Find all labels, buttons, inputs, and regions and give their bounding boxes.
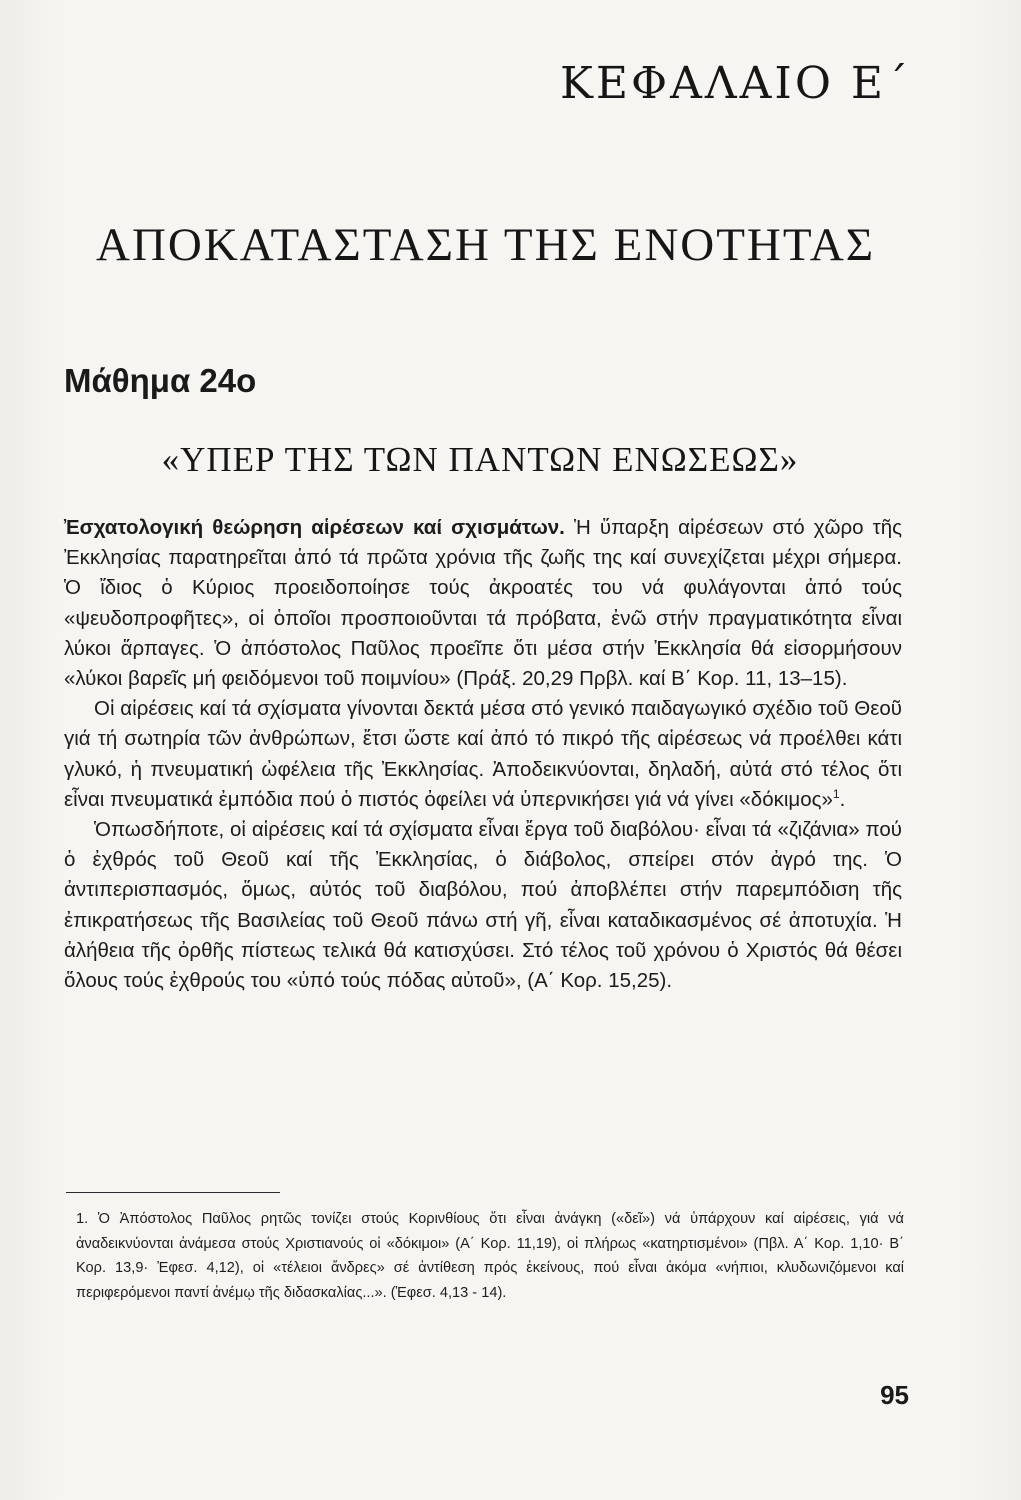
footnote: 1. Ὁ Ἀπόστολος Παῦλος ρητῶς τονίζει στούς Κορινθίους ὅτι εἶναι ἀνάγκη («δεῖ») νά ὑπάρχουν καί αἱρέσεις, γιά νά ἀναδεικνύονται ἀνάμεσα στούς Χριστιανούς οἱ «δόκιμοι» (Α΄ Κορ. 11,19), οἱ πλήρως «κατηρτισμένοι» (Πβλ. Α΄ Κορ. 1,10· Β΄ Κορ. 13,9· Ἐφεσ. 4,12), οἱ «τέλειοι ἄνδρες» σέ ἀντίθεση πρός ἐκείνους, πού εἶναι ἀκόμα «νήπιοι, κλυδωνιζόμενοι καί περιφερόμενοι παντί ἀνέμῳ τῆς διδασκαλίας...». (Ἐφεσ. 4,13 - 14). [76, 1211, 904, 1301]
paragraph-3-text: Ὁπωσδήποτε, οἱ αἱρέσεις καί τά σχίσματα εἶναι ἔργα τοῦ διαβόλου· εἶναι τά «ζιζάνια» πού ὁ ἐχθρός τοῦ Θεοῦ καί τῆς Ἐκκλησίας, ὁ διάβολος, σπείρει στόν ἀγρό της. Ὁ ἀντιπερισπασμός, ὅμως, αὐτός τοῦ διαβόλου, πού ἀποβλέπει στήν παρεμπόδιση τῆς ἐπικρατήσεως τῆς Βασιλείας τοῦ Θεοῦ πάνω στή γῆ, εἶναι καταδικασμένος σέ ἀποτυχία. Ἡ ἀλήθεια τῆς ὀρθῆς πίστεως τελικά θά κατισχύσει. Στό τέλος τοῦ χρόνου ὁ Χριστός θά θέσει ὅλους τούς ἐχθρούς του «ὑπό τούς πόδας αὐτοῦ», (Α΄ Κορ. 15,25). [64, 818, 902, 993]
paragraph-1-text: Ἡ ὕπαρξη αἱρέσεων στό χῶρο τῆς Ἐκκλησίας παρατηρεῖται ἀπό τά πρῶτα χρόνια τῆς ζωῆς της καί συνεχίζεται μέχρι σήμερα. Ὁ ἴδιος ὁ Κύριος προειδοποίησε τούς ἀκροατές του νά φυλάγονται ἀπό τούς «ψευδοπροφῆτες», οἱ ὁποῖοι προσποιοῦνται τά πρόβατα, ἐνῶ στήν πραγματικότητα εἶναι λύκοι ἅρπαγες. Ὁ ἀπόστολος Παῦλος προεῖπε ὅτι μέσα στήν Ἐκκλησία θά εἰσορμήσουν «λύκοι βαρεῖς μή φειδόμενοι τοῦ ποιμνίου» (Πράξ. 20,29 Πρβλ. καί Β΄ Κορ. 11, 13–15). [64, 516, 903, 691]
lesson-title: «ΥΠΕΡ ΤΗΣ ΤΩΝ ΠΑΝΤΩΝ ΕΝΩΣΕΩΣ» [161, 440, 799, 479]
body-text [64, 513, 902, 996]
chapter-title: ΑΠΟΚΑΤΑΣΤΑΣΗ ΤΗΣ ΕΝΟΤΗΤΑΣ [96, 219, 876, 271]
lesson-label: Μάθημα 24ο [64, 362, 257, 399]
paragraph-3 [64, 815, 902, 996]
page-number: 95 [880, 1380, 909, 1410]
section-heading: Ἐσχατολογική θεώρηση αἱρέσεων καί σχισμάτων. [64, 516, 565, 539]
chapter-label: ΚΕΦΑΛΑΙΟ Ε΄ [560, 58, 911, 109]
paragraph-1 [64, 513, 902, 694]
footnote-divider [66, 1192, 280, 1193]
paragraph-2-end: . [839, 787, 846, 811]
paragraph-2 [64, 694, 902, 815]
footnote-reference: 1 [832, 787, 840, 801]
paragraph-2-text: Οἱ αἱρέσεις καί τά σχίσματα γίνονται δεκτά μέσα στό γενικό παιδαγωγικό σχέδιο τοῦ Θεοῦ γιά τή σωτηρία τῶν ἀνθρώπων, ἔτσι ὥστε καί ἀπό τό πικρό τῆς αἱρέσεως νά προέλθει κάτι γλυκό, ἡ πνευματική ὠφέλεια τῆς Ἐκκλησίας. Ἀποδεικνύονται, δηλαδή, αὐτά στό τέλος ὅτι εἶναι πνευματικά ἐμπόδια πού ὁ πιστός ὀφείλει νά ὑπερνικήσει γιά νά γίνει «δόκιμος» [64, 697, 902, 811]
